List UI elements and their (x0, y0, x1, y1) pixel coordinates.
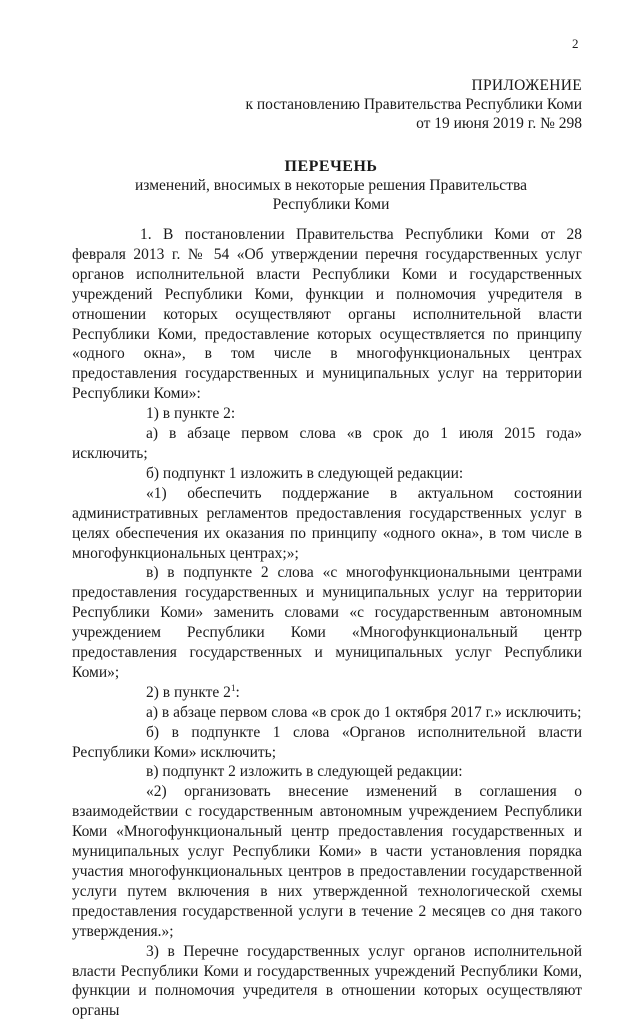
paragraph-quote-1: «1) обеспечить поддержание в актуальном состоянии административных регламентов предоставления государственных услуг в целях обеспечения их оказания по принципу «одного окна», в том числе в многофункциональных центрах;»; (72, 484, 582, 562)
paragraph-item-1c: в) в подпункте 2 слова «с многофункциональными центрами предоставления государственных и муниципальных услуг на территории Республики Коми» заменить словами «с государственным автономным учреждением Республики Коми «Многофункциональный центр предоставления государственных и муниципальных услуг Республики Коми»; (72, 564, 582, 681)
paragraph-item-3: 3) в Перечне государственных услуг органов исполнительной власти Республики Коми и государственных учреждений Республики Коми, функции и полномочия учредителя в отношении которых осуществляют органы (72, 942, 582, 1020)
appendix-date-line: от 19 июня 2019 г. № 298 (416, 115, 582, 132)
document-body (72, 225, 582, 1021)
paragraph-item-2 (72, 683, 582, 703)
item-2-tail: : (235, 683, 240, 701)
appendix-resolution-line: к постановлению Правительства Республики Коми (245, 96, 582, 113)
paragraph-item-2b: б) в подпункте 1 слова «Органов исполнительной власти Республики Коми» исключить; (72, 723, 582, 761)
heading-title: ПЕРЕЧЕНЬ (284, 158, 378, 175)
paragraph-1: 1. В постановлении Правительства Республики Коми от 28 февраля 2013 г. № 54 «Об утверждении перечня государственных услуг органов исполнительной власти Республики Коми и государственных учреждений Республики Коми, функции и полномочия учредителя в отношении которых осуществляют органы исполнительной власти Республики Коми, предоставление которых осуществляется по принципу «одного окна», в том числе в многофункциональных центрах предоставления государственных и муниципальных услуг на территории Республики Коми»: (72, 226, 582, 403)
paragraph-item-1: 1) в пункте 2: (146, 405, 236, 423)
heading-subtitle-line2: Республики Коми (272, 196, 390, 213)
appendix-title: ПРИЛОЖЕНИЕ (471, 77, 582, 94)
item-2-superscript: 1 (230, 682, 236, 693)
heading-subtitle-line1: изменений, вносимых в некоторые решения Правительства (135, 177, 527, 194)
paragraph-item-1b: б) подпункт 1 изложить в следующей редакции: (146, 464, 464, 482)
paragraph-quote-2: «2) организовать внесение изменений в соглашения о взаимодействии с государственным автономным учреждением Республики Коми «Многофункциональный центр предоставления государственных и муниципальных услуг Республики Коми» в части установления порядка участия многофункциональных центров в предоставлении государственной услуги путем включения в них утвержденной технологической схемы предоставления государственной услуги в течение 2 месяцев со дня такого утверждения.»; (72, 783, 582, 940)
paragraph-item-1a: а) в абзаце первом слова «в срок до 1 июля 2015 года» исключить; (72, 425, 582, 462)
appendix-block (245, 76, 582, 133)
document-heading (80, 158, 582, 214)
paragraph-item-2c: в) подпункт 2 изложить в следующей редакции: (146, 763, 463, 781)
paragraph-item-2a: а) в абзаце первом слова «в срок до 1 октября 2017 г.» исключить; (146, 703, 582, 721)
page-number: 2 (572, 36, 579, 51)
item-2-text: 2) в пункте 2 (146, 683, 231, 701)
